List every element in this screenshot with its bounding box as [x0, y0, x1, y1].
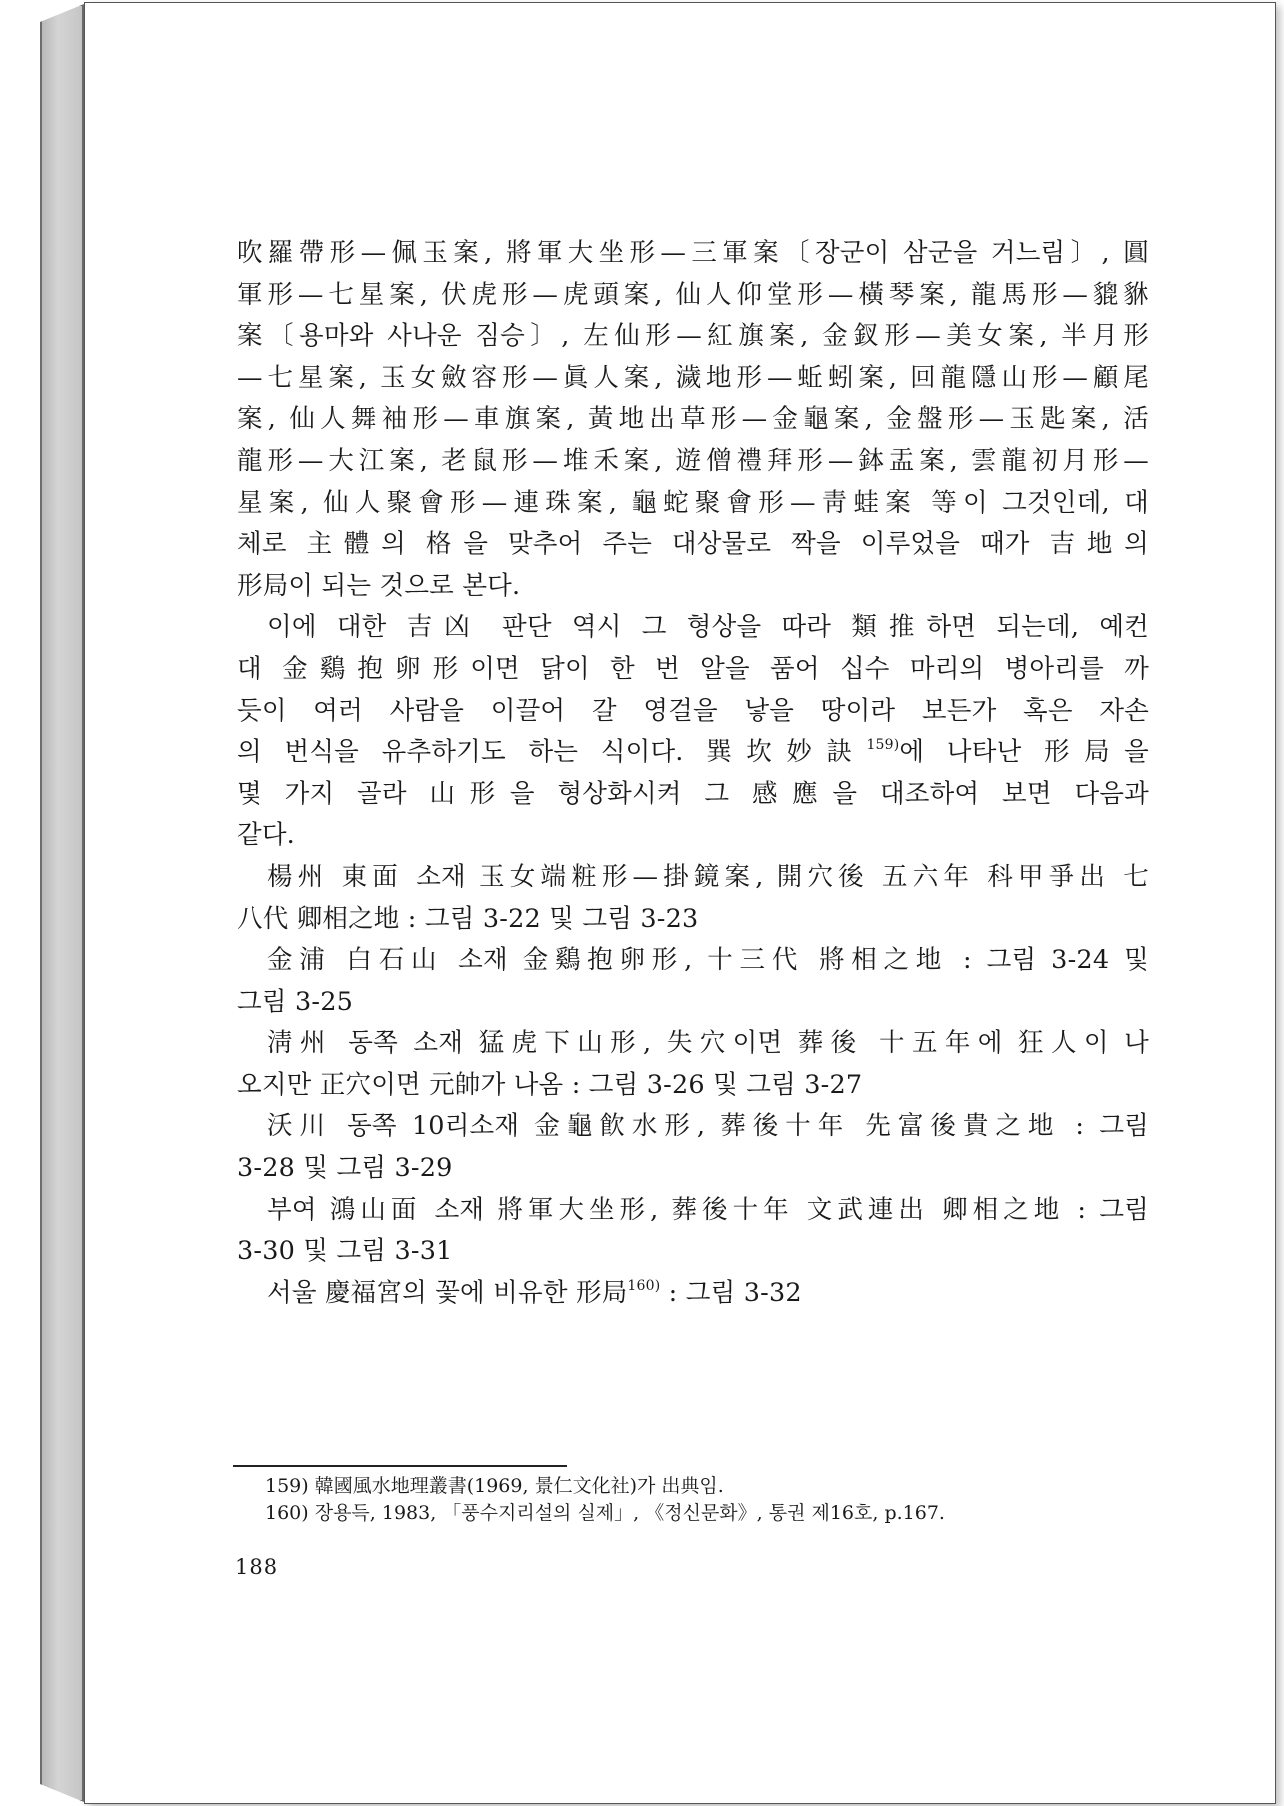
- page: [84, 2, 1276, 1804]
- text-segment: 의 번식을 유추하기도 하는 식이다. 巽坎妙訣: [237, 737, 867, 768]
- text-line: 듯이 여러 사람을 이끌어 갈 영걸을 낳을 땅이라 보든가 혹은 자손: [237, 695, 1149, 726]
- text-line-with-note: [237, 732, 1149, 774]
- text-line: 부여 鴻山面 소재 將軍大坐形, 葬後十年 文武連出 卿相之地 : 그림: [267, 1194, 1149, 1225]
- text-line: 楊州 東面 소재 玉女端粧形—掛鏡案, 開穴後 五六年 科甲爭出 七: [267, 861, 1149, 892]
- text-line: 案, 仙人舞袖形—車旗案, 黃地出草形—金龜案, 金盤形—玉匙案, 活: [237, 404, 1149, 435]
- text-line: 八代 卿相之地 : 그림 3-22 및 그림 3-23: [237, 903, 699, 934]
- footnotes: [265, 1473, 1145, 1527]
- text-line: 金浦 白石山 소재 金鷄抱卵形, 十三代 將相之地 : 그림 3-24 및: [267, 945, 1149, 976]
- text-line: 같다.: [237, 820, 295, 851]
- text-line: 案〔용마와 사나운 짐승〕, 左仙形—紅旗案, 金釵形—美女案, 半月形: [237, 321, 1149, 352]
- text-line: 대 金鷄抱卵形이면 닭이 한 번 알을 품어 십수 마리의 병아리를 까: [237, 653, 1149, 684]
- footnote-divider: [233, 1465, 567, 1467]
- book-spine-edge: [40, 4, 84, 1802]
- text-line: 3-28 및 그림 3-29: [237, 1153, 453, 1184]
- body-text: [237, 233, 1149, 1314]
- text-line: 沃川 동쪽 10리소재 金龜飮水形, 葬後十年 先富後貴之地 : 그림: [267, 1111, 1149, 1142]
- footnote-159: 159) 韓國風水地理叢書(1969, 景仁文化社)가 出典임.: [265, 1475, 724, 1497]
- text-line: 形局이 되는 것으로 본다.: [237, 570, 521, 601]
- text-segment: 에 나타난 形局을: [899, 737, 1149, 768]
- text-line: 몇 가지 골라 山形을 형상화시켜 그 感應을 대조하여 보면 다음과: [237, 778, 1149, 809]
- text-line: 체로 主體의 格을 맞추어 주는 대상물로 짝을 이루었을 때가 吉地의: [237, 529, 1149, 560]
- text-line: 吹羅帶形—佩玉案, 將軍大坐形—三軍案〔장군이 삼군을 거느림〕, 圓: [237, 238, 1149, 268]
- text-line: 3-30 및 그림 3-31: [237, 1236, 453, 1267]
- footnote-160: 160) 장용득, 1983, 「풍수지리설의 실제」, 《정신문화》, 통권 제16호, p.167.: [265, 1502, 945, 1524]
- text-line: 淸州 동쪽 소재 猛虎下山形, 失穴이면 葬後 十五年에 狂人이 나: [267, 1028, 1149, 1059]
- text-line: 오지만 正穴이면 元帥가 나옴 : 그림 3-26 및 그림 3-27: [237, 1069, 863, 1100]
- text-line: —七星案, 玉女斂容形—眞人案, 濊地形—蚯蚓案, 回龍隱山形—顧尾: [237, 362, 1149, 393]
- text-line: 이에 대한 吉凶 판단 역시 그 형상을 따라 類推하면 되는데, 예컨: [267, 612, 1149, 643]
- page-number: 188: [235, 1555, 279, 1579]
- text-line: 軍形—七星案, 伏虎形—虎頭案, 仙人仰堂形—橫琴案, 龍馬形—貔貅: [237, 279, 1149, 310]
- text-line: 그림 3-25: [237, 986, 354, 1017]
- text-line: 龍形—大江案, 老鼠形—堆禾案, 遊僧禮拜形—鉢盂案, 雲龍初月形—: [237, 445, 1149, 476]
- footnote-ref-159[interactable]: 159): [866, 737, 900, 754]
- footnote-ref-160[interactable]: 160): [627, 1277, 661, 1294]
- text-segment: 서울 慶福宮의 꽃에 비유한 形局: [267, 1277, 628, 1308]
- text-line: 星案, 仙人聚會形—連珠案, 龜蛇聚會形—靑蛙案 等이 그것인데, 대: [237, 487, 1149, 518]
- text-segment: : 그림 3-32: [660, 1277, 802, 1308]
- text-line-with-note: [237, 1273, 1149, 1315]
